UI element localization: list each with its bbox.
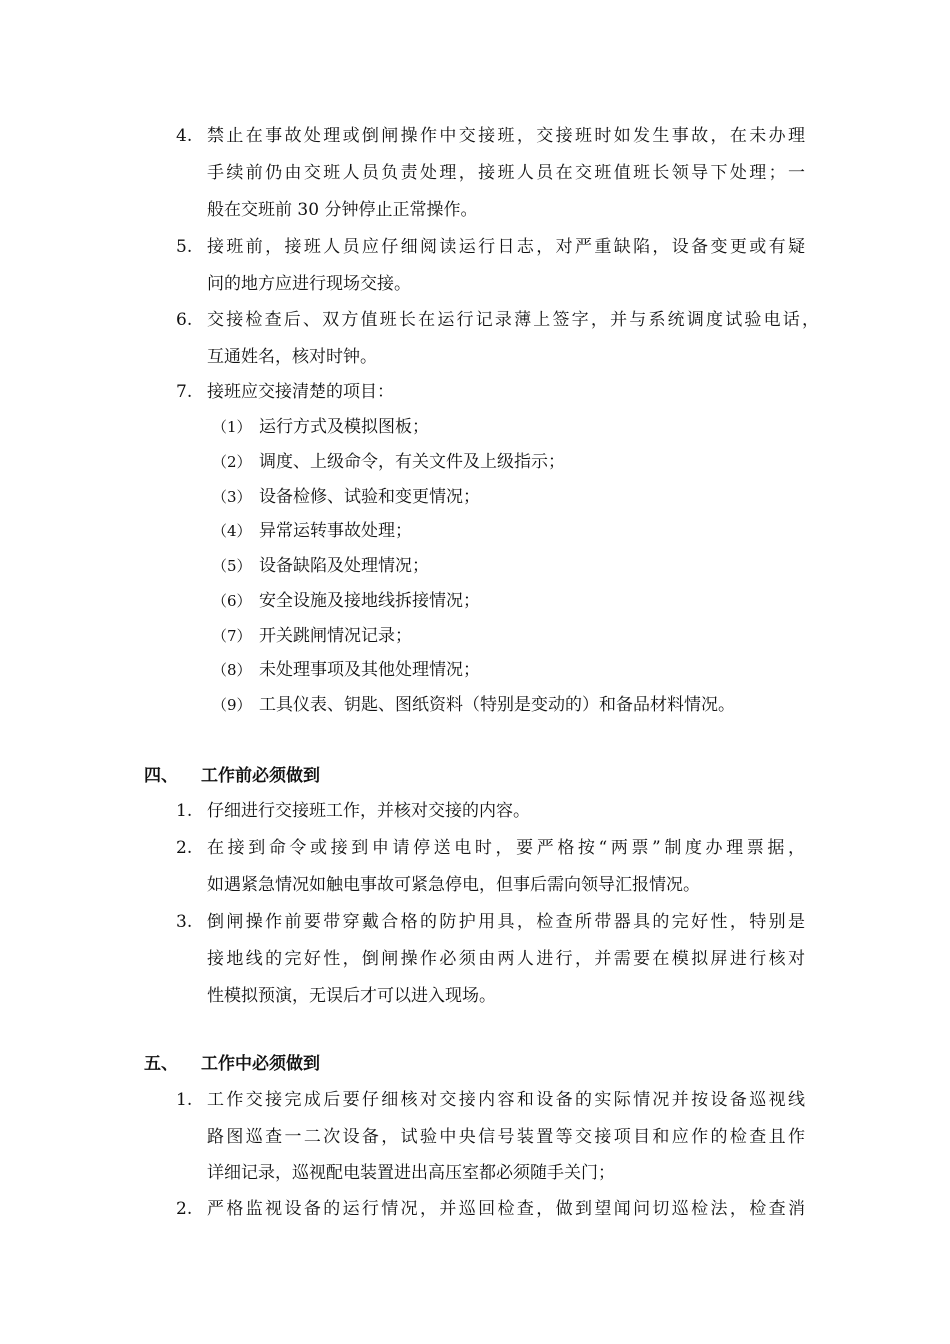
section-number: 四、 [144, 766, 178, 786]
sub-item-number: （8） [212, 661, 252, 679]
list-item-number: 2. [176, 1199, 193, 1219]
list-item-number: 2. [176, 838, 193, 858]
sub-item-text: 运行方式及模拟图板； [259, 417, 429, 437]
list-item-number: 5. [176, 237, 193, 257]
list-item-number: 1. [176, 801, 193, 821]
list-item-text: 手续前仍由交班人员负责处理，接班人员在交班值班长领导下处理；一 [207, 163, 805, 183]
section-number: 五、 [144, 1054, 178, 1074]
sub-item-text: 开关跳闸情况记录； [259, 626, 412, 646]
list-item-text: 仔细进行交接班工作，并核对交接的内容。 [207, 801, 530, 821]
list-item-text: 如遇紧急情况如触电事故可紧急停电，但事后需向领导汇报情况。 [207, 875, 700, 895]
section-heading: 工作前必须做到 [201, 766, 320, 786]
sub-item-text: 异常运转事故处理； [259, 521, 412, 541]
list-item-text: 工作交接完成后要仔细核对交接内容和设备的实际情况并按设备巡视线 [207, 1090, 805, 1110]
list-item-text: 详细记录，巡视配电装置进出高压室都必须随手关门； [207, 1163, 615, 1183]
sub-item-number: （2） [212, 453, 252, 471]
sub-item-text: 工具仪表、钥匙、图纸资料（特别是变动的）和备品材料情况。 [259, 695, 735, 715]
list-item-text: 路图巡查一二次设备，试验中央信号装置等交接项目和应作的检查且作 [207, 1127, 805, 1147]
list-item-number: 4. [176, 126, 193, 146]
list-item-text: 交接检查后、双方值班长在运行记录薄上签字，并与系统调度试验电话， [207, 310, 819, 330]
sub-item-text: 未处理事项及其他处理情况； [259, 660, 480, 680]
sub-item-number: （9） [212, 696, 252, 714]
sub-item-text: 设备检修、试验和变更情况； [259, 487, 480, 507]
sub-item-text: 设备缺陷及处理情况； [259, 556, 429, 576]
sub-item-text: 调度、上级命令，有关文件及上级指示； [259, 452, 565, 472]
sub-item-number: （5） [212, 557, 252, 575]
sub-item-number: （3） [212, 488, 252, 506]
list-item-text: 问的地方应进行现场交接。 [207, 274, 411, 294]
sub-item-number: （1） [212, 418, 252, 436]
section-heading: 工作中必须做到 [201, 1054, 320, 1074]
sub-item-number: （4） [212, 522, 252, 540]
list-item-number: 3. [176, 912, 193, 932]
list-item-text: 接班前，接班人员应仔细阅读运行日志，对严重缺陷，设备变更或有疑 [207, 237, 805, 257]
list-item-text: 般在交班前 30 分钟停止正常操作。 [207, 200, 478, 220]
list-item-text: 性模拟预演，无误后才可以进入现场。 [207, 986, 496, 1006]
sub-item-number: （6） [212, 592, 252, 610]
list-item-text: 禁止在事故处理或倒闸操作中交接班，交接班时如发生事故，在未办理 [207, 126, 805, 146]
sub-item-number: （7） [212, 627, 252, 645]
list-item-text: 接地线的完好性，倒闸操作必须由两人进行，并需要在模拟屏进行核对 [207, 949, 805, 969]
list-item-text: 互通姓名，核对时钟。 [207, 347, 377, 367]
list-item-text: 倒闸操作前要带穿戴合格的防护用具，检查所带器具的完好性，特别是 [207, 912, 805, 932]
list-item-text: 接班应交接清楚的项目： [207, 382, 394, 402]
list-item-text: 在接到命令或接到申请停送电时，要严格按“两票”制度办理票据， [207, 838, 805, 858]
sub-item-text: 安全设施及接地线拆接情况； [259, 591, 480, 611]
list-item-number: 6. [176, 310, 193, 330]
list-item-number: 7. [176, 382, 193, 402]
list-item-text: 严格监视设备的运行情况，并巡回检查，做到望闻问切巡检法，检查消 [207, 1199, 805, 1219]
list-item-number: 1. [176, 1090, 193, 1110]
